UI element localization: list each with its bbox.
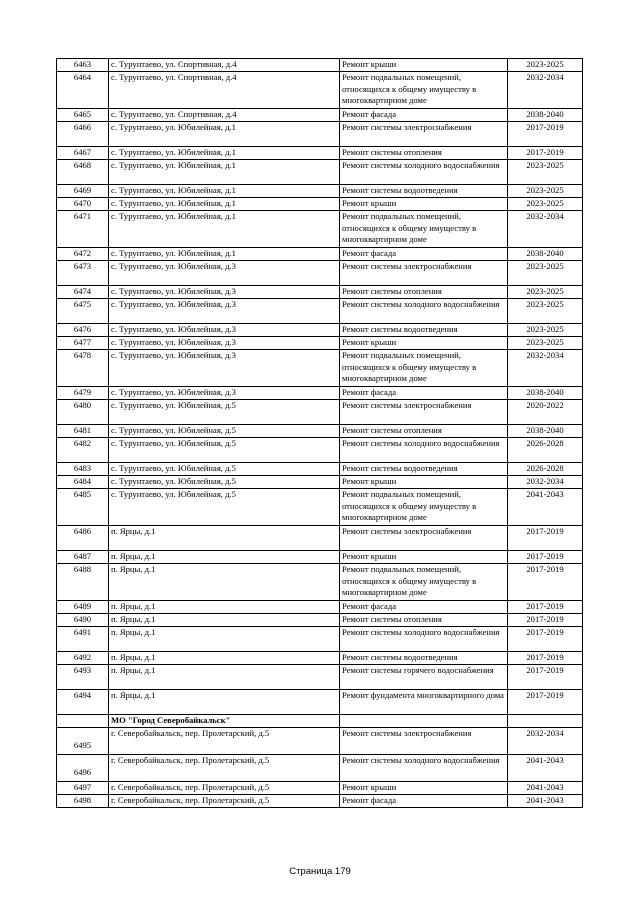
row-number-cell: 6483 [57,463,109,476]
table-row [57,248,583,261]
table-row [57,438,583,463]
period-cell: 2017-2019 [508,652,583,665]
table-row [57,198,583,211]
address-cell: п. Ярцы, д.1 [109,690,340,715]
period-cell: 2038-2040 [508,425,583,438]
period-cell: 2038-2040 [508,109,583,122]
work-type-cell: Ремонт крыши [340,551,508,564]
address-cell: с. Турунтаево, ул. Юбилейная, д.3 [109,387,340,400]
table-row [57,526,583,551]
table-row [57,185,583,198]
row-number-cell: 6464 [57,72,109,109]
period-cell: 2023-2025 [508,185,583,198]
row-number-cell: 6495 [57,728,109,755]
period-cell: 2017-2019 [508,665,583,690]
address-cell: с. Турунтаево, ул. Спортивная, д.4 [109,59,340,72]
address-cell: с. Турунтаево, ул. Юбилейная, д.5 [109,425,340,438]
work-type-cell: Ремонт крыши [340,198,508,211]
period-cell [508,715,583,728]
row-number-cell: 6487 [57,551,109,564]
row-number-cell: 6465 [57,109,109,122]
table-row [57,211,583,248]
address-cell: с. Турунтаево, ул. Юбилейная, д.3 [109,286,340,299]
work-type-cell: Ремонт системы водоотведения [340,463,508,476]
row-number-cell: 6478 [57,350,109,387]
address-cell: с. Турунтаево, ул. Юбилейная, д.5 [109,489,340,526]
address-cell: п. Ярцы, д.1 [109,614,340,627]
row-number-cell: 6496 [57,755,109,782]
period-cell: 2041-2043 [508,795,583,808]
table-row [57,551,583,564]
address-cell: с. Турунтаево, ул. Юбилейная, д.1 [109,122,340,147]
period-cell: 2023-2025 [508,59,583,72]
row-number-cell: 6477 [57,337,109,350]
period-cell: 2023-2025 [508,286,583,299]
period-cell: 2020-2022 [508,400,583,425]
period-cell: 2023-2025 [508,198,583,211]
address-cell: г. Северобайкальск, пер. Пролетарский, д.5 [109,795,340,808]
period-cell: 2023-2025 [508,160,583,185]
period-cell: 2017-2019 [508,147,583,160]
row-number-cell: 6484 [57,476,109,489]
row-number-cell: 6474 [57,286,109,299]
table-row [57,782,583,795]
row-number-cell: 6466 [57,122,109,147]
period-cell: 2017-2019 [508,614,583,627]
row-number-cell: 6481 [57,425,109,438]
address-cell: п. Ярцы, д.1 [109,564,340,601]
work-type-cell: Ремонт фасада [340,601,508,614]
table-row [57,387,583,400]
table-row [57,261,583,286]
work-type-cell: Ремонт подвальных помещений, относящихся к общему имуществу в многоквартирном доме [340,350,508,387]
period-cell: 2032-2034 [508,211,583,248]
table-row [57,564,583,601]
work-type-cell: Ремонт подвальных помещений, относящихся к общему имуществу в многоквартирном доме [340,211,508,248]
work-type-cell: Ремонт системы холодного водоснабжения [340,299,508,324]
row-number-cell: 6475 [57,299,109,324]
period-cell: 2026-2028 [508,438,583,463]
table-row [57,72,583,109]
period-cell: 2017-2019 [508,122,583,147]
period-cell: 2017-2019 [508,564,583,601]
row-number-cell: 6470 [57,198,109,211]
table-row [57,160,583,185]
table-row [57,109,583,122]
row-number-cell: 6494 [57,690,109,715]
work-type-cell: Ремонт крыши [340,782,508,795]
work-type-cell: Ремонт системы холодного водоснабжения [340,438,508,463]
table-row [57,350,583,387]
address-cell: п. Ярцы, д.1 [109,627,340,652]
work-type-cell: Ремонт системы горячего водоснабжения [340,665,508,690]
address-cell: с. Турунтаево, ул. Юбилейная, д.1 [109,185,340,198]
work-type-cell: Ремонт системы отопления [340,286,508,299]
page-number: Страница 179 [289,866,351,877]
work-type-cell: Ремонт фасада [340,795,508,808]
row-number-cell: 6497 [57,782,109,795]
row-number-cell: 6468 [57,160,109,185]
period-cell: 2032-2034 [508,728,583,755]
table-row [57,601,583,614]
period-cell: 2017-2019 [508,551,583,564]
period-cell: 2017-2019 [508,627,583,652]
work-type-cell: Ремонт системы холодного водоснабжения [340,627,508,652]
table-row [57,286,583,299]
address-cell: с. Турунтаево, ул. Юбилейная, д.1 [109,160,340,185]
row-number-cell: 6476 [57,324,109,337]
table-row [57,476,583,489]
period-cell: 2023-2025 [508,324,583,337]
address-cell: с. Турунтаево, ул. Юбилейная, д.1 [109,147,340,160]
address-cell: г. Северобайкальск, пер. Пролетарский, д.5 [109,755,340,782]
row-number-cell: 6485 [57,489,109,526]
address-cell: с. Турунтаево, ул. Спортивная, д.4 [109,109,340,122]
work-type-cell: Ремонт крыши [340,337,508,350]
address-cell: с. Турунтаево, ул. Юбилейная, д.1 [109,211,340,248]
address-cell: с. Турунтаево, ул. Юбилейная, д.5 [109,476,340,489]
row-number-cell: 6471 [57,211,109,248]
address-cell: с. Турунтаево, ул. Юбилейная, д.3 [109,299,340,324]
address-cell: с. Турунтаево, ул. Спортивная, д.4 [109,72,340,109]
row-number-cell: 6469 [57,185,109,198]
work-type-cell: Ремонт системы электроснабжения [340,728,508,755]
table-row [57,665,583,690]
work-type-cell [340,715,508,728]
address-cell: с. Турунтаево, ул. Юбилейная, д.1 [109,248,340,261]
table-row [57,122,583,147]
period-cell: 2041-2043 [508,782,583,795]
address-cell: п. Ярцы, д.1 [109,601,340,614]
period-cell: 2038-2040 [508,248,583,261]
work-type-cell: Ремонт системы холодного водоснабжения [340,160,508,185]
address-cell: с. Турунтаево, ул. Юбилейная, д.5 [109,438,340,463]
table-row [57,690,583,715]
address-cell: с. Турунтаево, ул. Юбилейная, д.5 [109,463,340,476]
period-cell: 2023-2025 [508,299,583,324]
row-number-cell: 6489 [57,601,109,614]
table-row [57,652,583,665]
table-row [57,614,583,627]
period-cell: 2038-2040 [508,387,583,400]
group-header-row [57,715,583,728]
work-type-cell: Ремонт крыши [340,476,508,489]
period-cell: 2023-2025 [508,337,583,350]
table-row [57,463,583,476]
row-number-cell: 6488 [57,564,109,601]
period-cell: 2041-2043 [508,755,583,782]
period-cell: 2026-2028 [508,463,583,476]
row-number-cell: 6482 [57,438,109,463]
row-number-cell: 6480 [57,400,109,425]
work-type-cell: Ремонт системы электроснабжения [340,122,508,147]
work-type-cell: Ремонт системы отопления [340,614,508,627]
row-number-cell: 6467 [57,147,109,160]
work-type-cell: Ремонт системы холодного водоснабжения [340,755,508,782]
work-type-cell: Ремонт фундамента многоквартирного дома [340,690,508,715]
row-number-cell: 6479 [57,387,109,400]
period-cell: 2017-2019 [508,526,583,551]
repair-schedule-table [56,58,583,808]
work-type-cell: Ремонт системы водоотведения [340,185,508,198]
row-number-cell: 6486 [57,526,109,551]
table-row [57,755,583,782]
table-row [57,728,583,755]
row-number-cell: 6492 [57,652,109,665]
work-type-cell: Ремонт системы отопления [340,147,508,160]
work-type-cell: Ремонт фасада [340,387,508,400]
table-row [57,400,583,425]
address-cell: с. Турунтаево, ул. Юбилейная, д.5 [109,400,340,425]
work-type-cell: Ремонт фасада [340,109,508,122]
period-cell: 2032-2034 [508,476,583,489]
period-cell: 2041-2043 [508,489,583,526]
work-type-cell: Ремонт системы электроснабжения [340,261,508,286]
table-row [57,147,583,160]
row-number-cell: 6491 [57,627,109,652]
work-type-cell: Ремонт фасада [340,248,508,261]
work-type-cell: Ремонт системы электроснабжения [340,400,508,425]
row-number-cell: 6498 [57,795,109,808]
address-cell: п. Ярцы, д.1 [109,665,340,690]
table-row [57,627,583,652]
table-row [57,299,583,324]
address-cell: с. Турунтаево, ул. Юбилейная, д.3 [109,324,340,337]
period-cell: 2032-2034 [508,72,583,109]
address-cell: МО "Город Северобайкальск" [109,715,340,728]
address-cell: г. Северобайкальск, пер. Пролетарский, д.5 [109,728,340,755]
row-number-cell: 6490 [57,614,109,627]
table-row [57,337,583,350]
row-number-cell: 6473 [57,261,109,286]
address-cell: п. Ярцы, д.1 [109,551,340,564]
address-cell: с. Турунтаево, ул. Юбилейная, д.3 [109,261,340,286]
work-type-cell: Ремонт крыши [340,59,508,72]
work-type-cell: Ремонт системы водоотведения [340,652,508,665]
work-type-cell: Ремонт системы отопления [340,425,508,438]
period-cell: 2017-2019 [508,690,583,715]
table-row [57,59,583,72]
row-number-cell: 6472 [57,248,109,261]
table-row [57,795,583,808]
work-type-cell: Ремонт подвальных помещений, относящихся к общему имуществу в многоквартирном доме [340,489,508,526]
address-cell: п. Ярцы, д.1 [109,652,340,665]
period-cell: 2023-2025 [508,261,583,286]
table-body [57,59,583,808]
address-cell: с. Турунтаево, ул. Юбилейная, д.3 [109,350,340,387]
row-number-cell: 6493 [57,665,109,690]
work-type-cell: Ремонт подвальных помещений, относящихся к общему имуществу в многоквартирном доме [340,72,508,109]
address-cell: п. Ярцы, д.1 [109,526,340,551]
table-row [57,489,583,526]
address-cell: с. Турунтаево, ул. Юбилейная, д.3 [109,337,340,350]
period-cell: 2017-2019 [508,601,583,614]
period-cell: 2032-2034 [508,350,583,387]
address-cell: г. Северобайкальск, пер. Пролетарский, д.5 [109,782,340,795]
row-number-cell: 6463 [57,59,109,72]
work-type-cell: Ремонт системы водоотведения [340,324,508,337]
address-cell: с. Турунтаево, ул. Юбилейная, д.1 [109,198,340,211]
table-row [57,425,583,438]
work-type-cell: Ремонт системы электроснабжения [340,526,508,551]
row-number-cell [57,715,109,728]
work-type-cell: Ремонт подвальных помещений, относящихся к общему имуществу в многоквартирном доме [340,564,508,601]
table-row [57,324,583,337]
